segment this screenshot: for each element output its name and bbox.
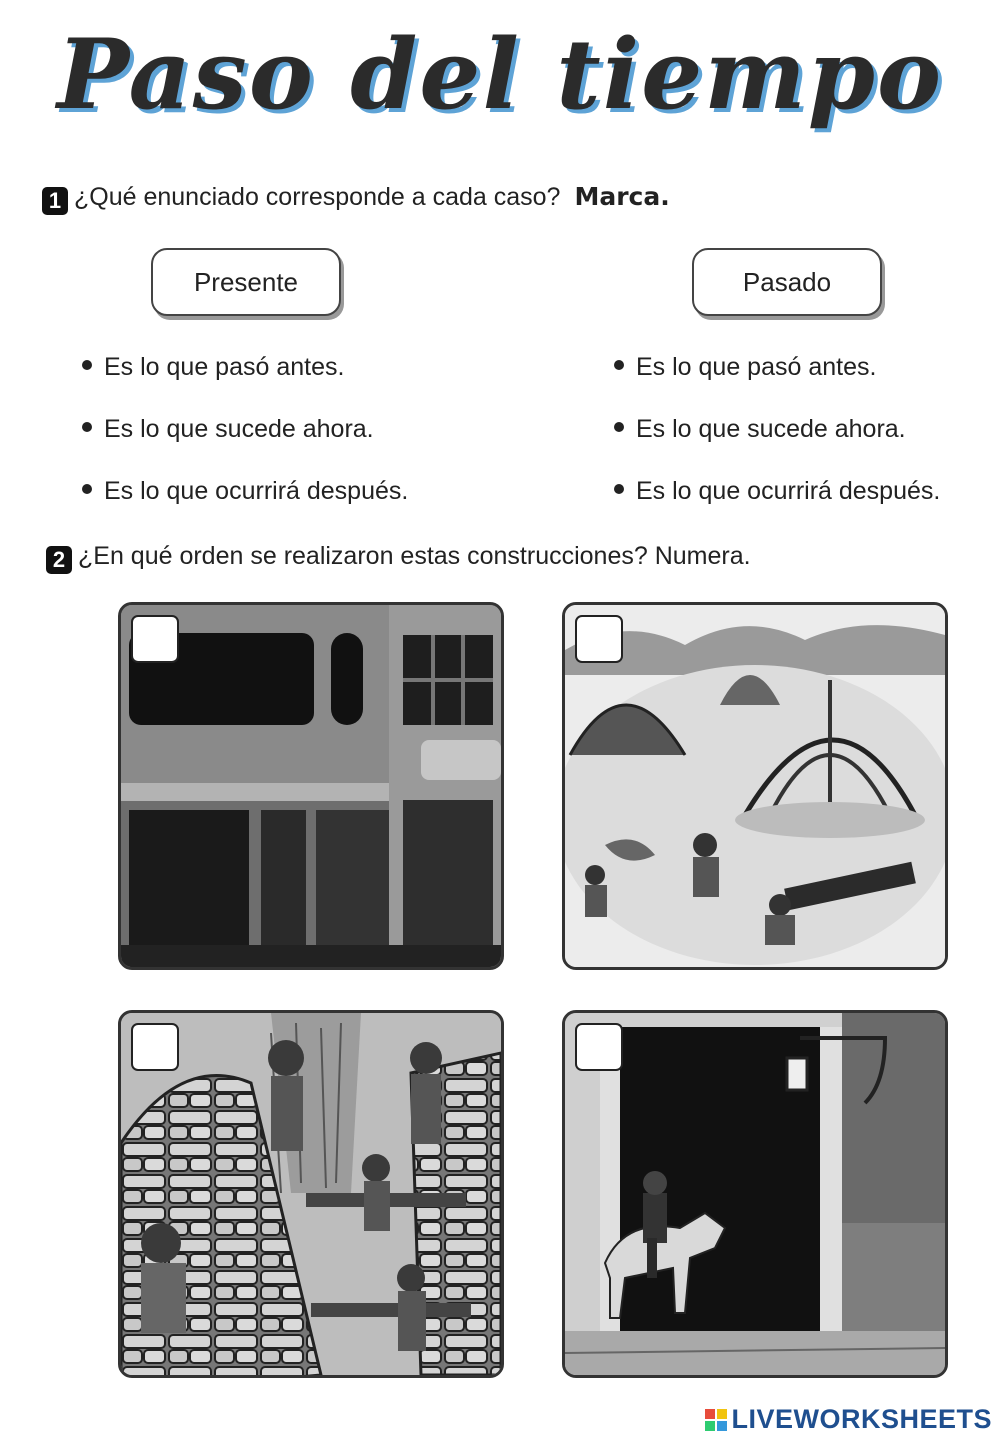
order-input-4[interactable] bbox=[575, 1023, 623, 1071]
bullet-icon bbox=[614, 484, 624, 494]
page-title: Paso del tiempo bbox=[56, 18, 944, 131]
pasado-option-ahora[interactable]: Es lo que sucede ahora. bbox=[614, 414, 940, 476]
order-input-2[interactable] bbox=[575, 615, 623, 663]
presente-option-despues[interactable]: Es lo que ocurrirá después. bbox=[82, 476, 408, 538]
label-pasado: Pasado bbox=[692, 248, 882, 316]
bullet-icon bbox=[614, 360, 624, 370]
question-1-number: 1 bbox=[42, 187, 68, 215]
question-2-text: ¿En qué orden se realizaron estas construcciones? Numera. bbox=[78, 542, 751, 570]
question-2 bbox=[46, 542, 751, 574]
bullet-icon bbox=[614, 422, 624, 432]
pasado-option-antes[interactable]: Es lo que pasó antes. bbox=[614, 352, 940, 414]
pasado-options bbox=[614, 352, 940, 538]
question-1-text: ¿Qué enunciado corresponde a cada caso? bbox=[74, 183, 561, 211]
logo-square-blue bbox=[717, 1421, 727, 1431]
question-1 bbox=[42, 182, 670, 215]
liveworksheets-logo-icon bbox=[705, 1409, 727, 1431]
image-stone-wall-construction bbox=[118, 1010, 504, 1378]
presente-option-ahora[interactable]: Es lo que sucede ahora. bbox=[82, 414, 408, 476]
image-modern-building bbox=[118, 602, 504, 970]
question-1-action: Marca. bbox=[574, 182, 670, 211]
presente-option-antes[interactable]: Es lo que pasó antes. bbox=[82, 352, 408, 414]
logo-square-green bbox=[705, 1421, 715, 1431]
order-input-3[interactable] bbox=[131, 1023, 179, 1071]
pasado-option-despues[interactable]: Es lo que ocurrirá después. bbox=[614, 476, 940, 538]
bullet-icon bbox=[82, 422, 92, 432]
logo-square-yellow bbox=[717, 1409, 727, 1419]
bullet-icon bbox=[82, 360, 92, 370]
bullet-icon bbox=[82, 484, 92, 494]
logo-square-red bbox=[705, 1409, 715, 1419]
footer-brand bbox=[705, 1404, 992, 1435]
order-input-1[interactable] bbox=[131, 615, 179, 663]
label-presente: Presente bbox=[151, 248, 341, 316]
footer-brand-text: LIVEWORKSHEETS bbox=[731, 1404, 992, 1434]
image-colonial-entrance-horse-rider bbox=[562, 1010, 948, 1378]
image-prehistoric-huts bbox=[562, 602, 948, 970]
question-2-number: 2 bbox=[46, 546, 72, 574]
presente-options bbox=[82, 352, 408, 538]
